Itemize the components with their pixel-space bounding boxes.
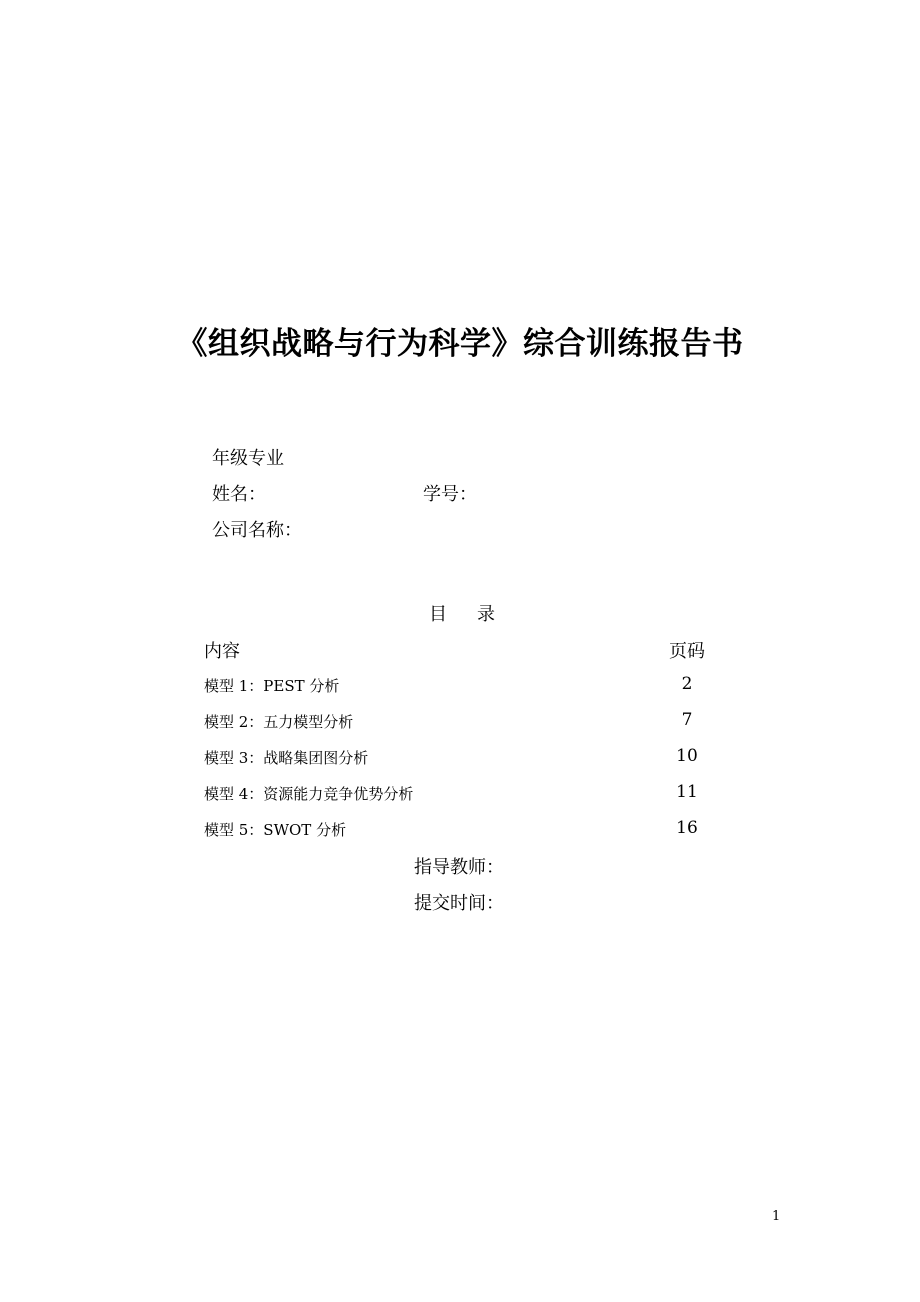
toc-item[interactable] <box>204 747 724 771</box>
toc-column-page: 页码 <box>669 641 705 662</box>
grade-major-label: 年级专业 <box>212 448 284 469</box>
name-label: 姓名： <box>212 484 266 505</box>
toc-item[interactable] <box>204 783 724 807</box>
toc-item-label: 模型 3：战略集团图分析 <box>204 749 369 767</box>
toc-item-page: 16 <box>676 818 698 838</box>
company-name-label: 公司名称： <box>212 520 302 541</box>
toc-heading-left: 目 <box>429 604 447 625</box>
toc-item[interactable] <box>204 819 724 843</box>
submit-time-label: 提交时间： <box>414 893 504 914</box>
toc-item-label: 模型 2：五力模型分析 <box>204 713 354 731</box>
toc-item[interactable] <box>204 675 724 699</box>
student-id-label: 学号： <box>423 484 477 505</box>
toc-item-label: 模型 4：资源能力竞争优势分析 <box>204 785 414 803</box>
toc-item-page: 11 <box>676 782 698 802</box>
advisor-label: 指导教师： <box>414 857 504 878</box>
toc-item-page: 10 <box>676 746 698 766</box>
toc-heading <box>429 600 495 626</box>
toc-column-content: 内容 <box>204 641 240 662</box>
page-number: 1 <box>772 1209 781 1224</box>
toc-item-label: 模型 1：PEST 分析 <box>204 677 340 695</box>
toc-item-page: 7 <box>681 710 693 730</box>
toc-heading-right: 录 <box>477 604 495 625</box>
document-title: 《组织战略与行为科学》综合训练报告书 <box>176 326 744 362</box>
toc-item-page: 2 <box>681 674 693 694</box>
toc-item-label: 模型 5：SWOT 分析 <box>204 821 347 839</box>
toc-item[interactable] <box>204 711 724 735</box>
